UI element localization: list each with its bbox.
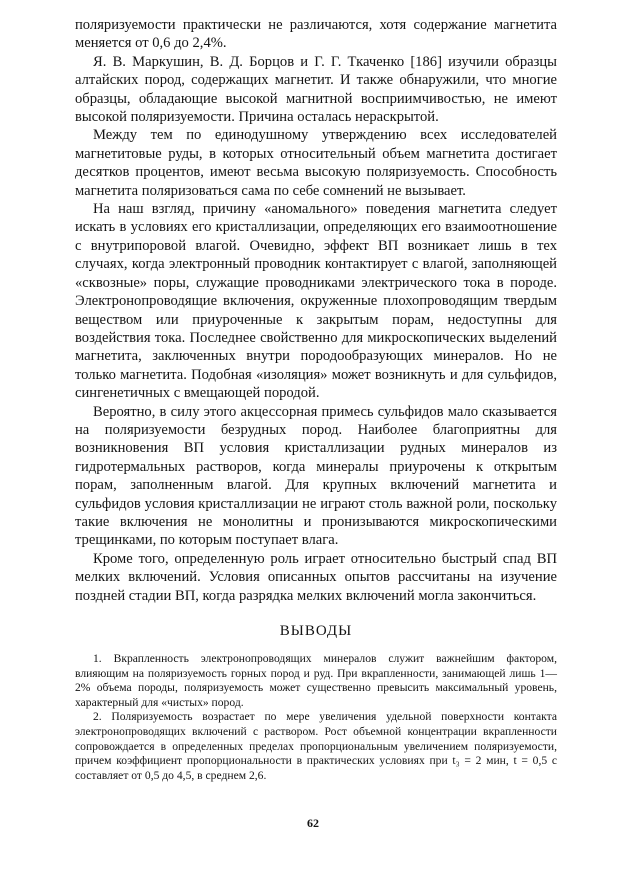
paragraph-sulfide-admixture: Вероятно, в силу этого акцессорная примесь сульфидов мало сказывается на поляризуемости безрудных пород. Наиболее благоприятны для возникновения ВП условия кристаллизации рудных минералов из гидротермальных растворов, когда минералы приурочены к открытым порам, заполненным влагой. Для крупных включений магнетита и сульфидов условия кристаллизации не играют столь важной роли, поскольку такие включения не монолитны и пронизываются микроскопическими трещинками, по которым поступает влага.: [75, 403, 557, 549]
paragraph-magnetite-ores: Между тем по единодушному утверждению всех исследователей магнетитовые руды, в которых относительный объем магнетита достигает десятков процентов, имеют весьма высокую поляризуемость. Способность магнетита поляризоваться сама по себе сомнений не вызывает.: [75, 127, 557, 199]
conclusion-item: 2. Поляризуемость возрастает по мере увеличения удельной поверхности контакта электронопроводящих включений с раствором. Рост объемной концентрации вкрапленности сопровождается в определенных пределах пропорциональным увеличением поляризуемости, причем коэффициент пропорциональности в практических условиях при t₃ = 2 мин, t = 0,5 с составляет от 0,5 до 4,5, в среднем 2,6.: [75, 710, 557, 782]
paragraph-crystallization-cause: На наш взгляд, причину «аномального» поведения магнетита следует искать в условиях его кристаллизации, определяющих его взаимоотношение с внутрипоровой влагой. Очевидно, эффект ВП возникает лишь в тех случаях, когда электронный проводник контактирует с влагой, заполняющей «сквозные» поры, служащие проводниками электрического тока в породе. Электронопроводящие включения, окруженные плохопроводящим твердым веществом или приуроченные к закрытым порам, недоступны для воздействия тока. Последнее свойственно для микроскопических выделений магнетита, заключенных внутри породообразующих минералов. Но не только магнетита. Подобная «изоляция» может возникнуть и для сульфидов, сингенетичных с вмещающей породой.: [75, 201, 557, 402]
conclusion-item: 1. Вкрапленность электронопроводящих минералов служит важнейшим фактором, влияющим на поляризуемость горных пород и руд. При вкрапленности, занимающей лишь 1—2% объема породы, поляризуемость может существенно превысить максимальный уровень, характерный для «чистых» пород.: [75, 652, 557, 709]
conclusions-heading: ВЫВОДЫ: [279, 623, 353, 639]
page-number: 62: [307, 816, 319, 830]
paragraph-markushin-study: Я. В. Маркушин, В. Д. Борцов и Г. Г. Ткаченко [186] изучили образцы алтайских пород, содержащих магнетит. И также обнаружили, что многие образцы, обладающие высокой магнитной восприимчивостью, не имеют высокой поляризуемости. Причина осталась нераскрытой.: [75, 53, 557, 126]
paragraph-continuation: поляризуемости практически не различаются, хотя содержание магнетита меняется от 0,6 до 2,4%.: [75, 17, 557, 52]
main-text: [75, 16, 557, 783]
paragraph-fast-decay: Кроме того, определенную роль играет относительно быстрый спад ВП мелких включений. Условия описанных опытов рассчитаны на изучение поздней стадии ВП, когда разрядка мелких включений могла закончиться.: [75, 550, 557, 604]
